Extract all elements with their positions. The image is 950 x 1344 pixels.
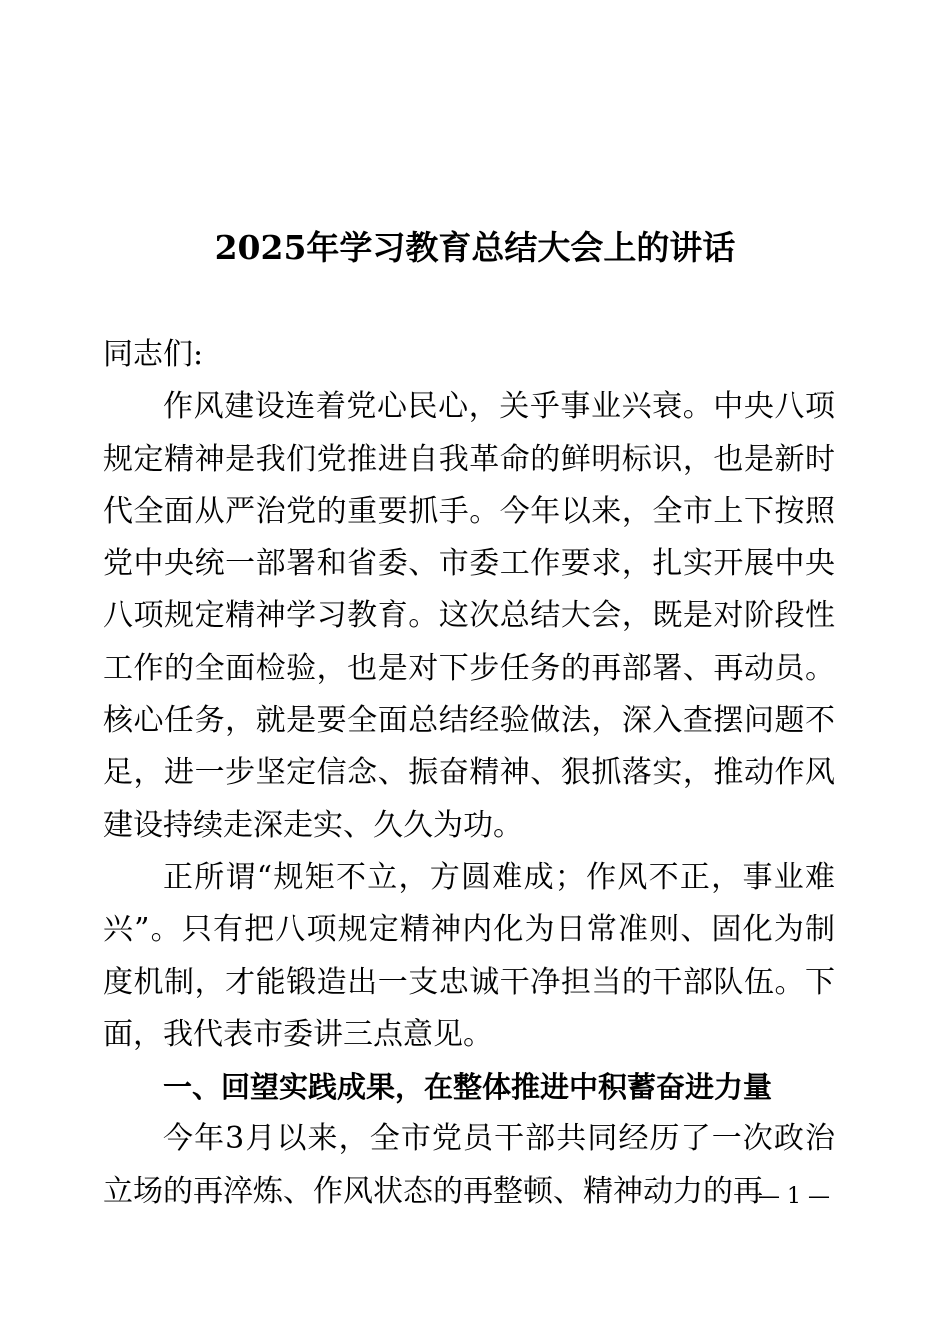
salutation: 同志们: [103, 337, 204, 372]
document-title: 2025年学习教育总结大会上的讲话 [214, 228, 736, 267]
document-body [103, 329, 835, 1218]
paragraph-intro: 作风建设连着党心民心，关乎事业兴衰。中央八项规定精神是我们党推进自我革命的鲜明标识，也是新时代全面从严治党的重要抓手。今年以来，全市上下按照党中央统一部署和省委、市委工作要求，扎实开展中央八项规定精神学习教育。这次总结大会，既是对阶段性工作的全面检验，也是对下步任务的再部署、再动员。核心任务，就是要全面总结经验做法，深入查摆问题不足，进一步坚定信念、振奋精神、狠抓落实，推动作风建设持续走深走实、久久为功。 [103, 389, 835, 843]
section-heading-1: 一、回望实践成果，在整体推进中积蓄奋进力量 [163, 1070, 773, 1105]
page-number: — 1 — [758, 1184, 830, 1209]
section-paragraph-1: 今年3月以来，全市党员干部共同经历了一次政治立场的再淬炼、作风状态的再整顿、精神动力的再 [103, 1121, 835, 1209]
paragraph-quote: 正所谓“规矩不立，方圆难成；作风不正，事业难兴”。只有把八项规定精神内化为日常准则、固化为制度机制，才能锻造出一支忠诚干净担当的干部队伍。下面，我代表市委讲三点意见。 [103, 859, 835, 1052]
